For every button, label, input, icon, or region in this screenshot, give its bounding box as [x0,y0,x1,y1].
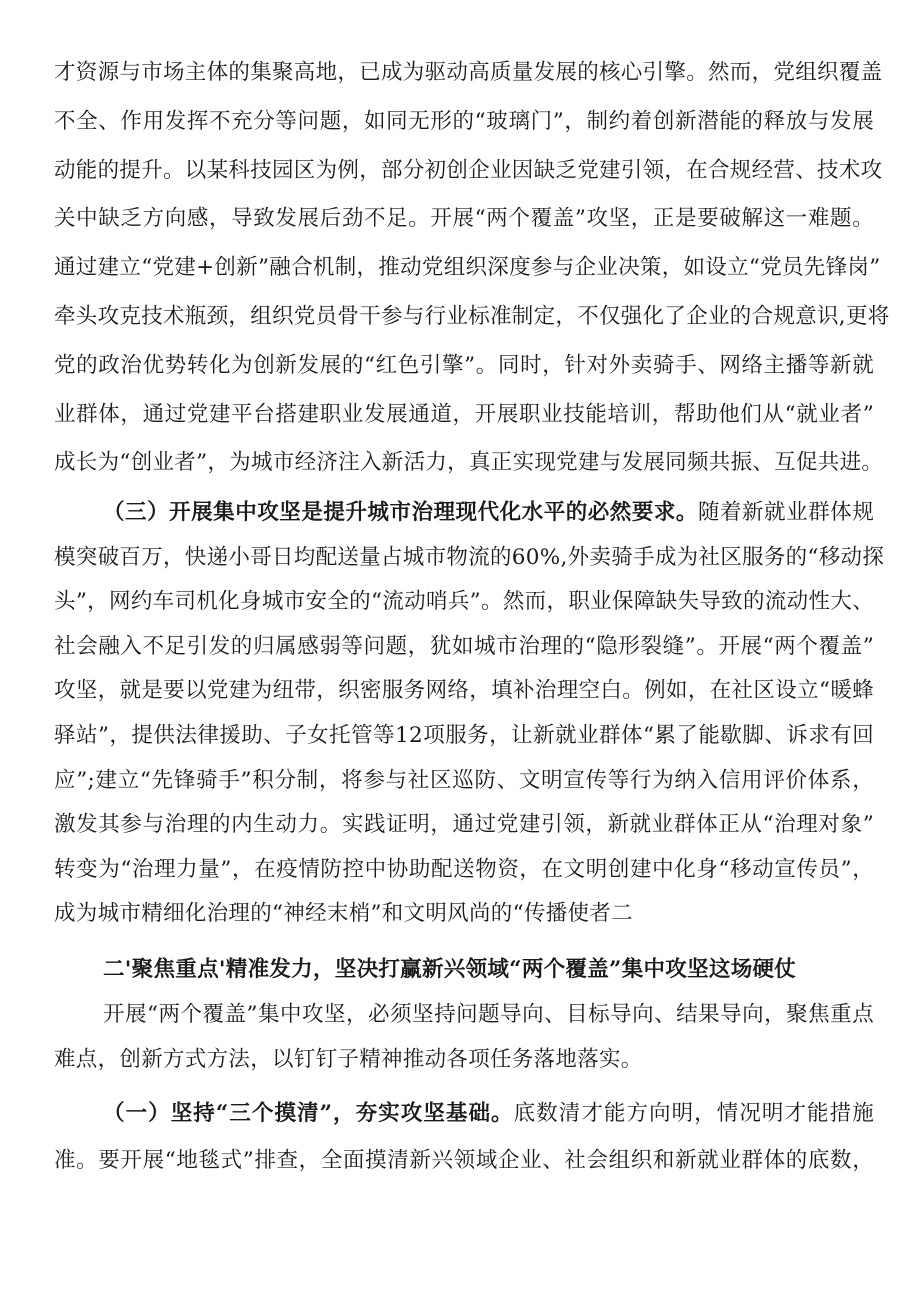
section1-lead: 底数清才能方向明，情况明才能措施 [513,1101,874,1126]
paragraph-line: 转变为“治理力量”，在疫情防控中协助配送物资，在文明创建中化身“移动宣传员”， [54,857,874,882]
paragraph-line: 才资源与市场主体的集聚高地，已成为驱动高质量发展的核心引擎。然而，党组织覆盖 [54,60,883,85]
paragraph-line: 难点，创新方式方法，以钉钉子精神推动各项任务落地落实。 [54,1047,643,1072]
paragraph-line: 驿站”，提供法律援助、子女托管等12项服务，让新就业群体“累了能歇脚、诉求有回 [54,723,874,748]
section1-first-line [103,1099,874,1129]
section3-first-line [103,498,874,528]
paragraph-line: 党的政治优势转化为创新发展的“红色引擎”。同时，针对外卖骑手、网络主播等新就 [54,353,874,378]
paragraph-line: 牵头攻克技术瓶颈，组织党员骨干参与行业标准制定，不仅强化了企业的合规意识,更将 [54,304,890,329]
paragraph-line: 模突破百万，快递小哥日均配送量占城市物流的60%,外卖骑手成为社区服务的“移动探 [54,545,885,570]
paragraph-line: 成为城市精细化治理的“神经末梢”和文明风尚的“传播使者二 [54,901,633,926]
section3-lead: 随着新就业群体规 [697,500,874,525]
paragraph-line: 通过建立“党建+创新”融合机制，推动党组织深度参与企业决策，如设立“党员先锋岗” [54,255,881,280]
paragraph-line: 开展“两个覆盖”集中攻坚，必须坚持问题导向、目标导向、结果导向，聚焦重点 [103,1002,874,1027]
paragraph-line: 头”，网约车司机化身城市安全的“流动哨兵”。然而，职业保障缺失导致的流动性大、 [54,589,874,614]
paragraph-line: 应”;建立“先锋骑手”积分制，将参与社区巡防、文明宣传等行为纳入信用评价体系， [54,768,874,793]
part2-heading: 二'聚焦重点'精准发力，坚决打赢新兴领域“两个覆盖”集中攻坚这场硬仗 [103,957,797,982]
paragraph-line: 准。要开展“地毯式”排查，全面摸清新兴领域企业、社会组织和新就业群体的底数， [54,1148,874,1173]
paragraph-line: 关中缺乏方向感，导致发展后劲不足。开展“两个覆盖”攻坚，正是要破解这一难题。 [54,206,874,231]
paragraph-line: 激发其参与治理的内生动力。实践证明，通过党建引领，新就业群体正从“治理对象” [54,812,874,837]
paragraph-line: 攻坚，就是要以党建为纽带，织密服务网络，填补治理空白。例如，在社区设立“暖蜂 [54,678,874,703]
paragraph-line: 社会融入不足引发的归属感弱等问题，犹如城市治理的“隐形裂缝”。开展“两个覆盖” [54,634,874,659]
section3-heading: （三）开展集中攻坚是提升城市治理现代化水平的必然要求。 [103,500,698,525]
section1-heading: （一）坚持“三个摸清”，夯实攻坚基础。 [103,1101,514,1126]
paragraph-line: 成长为“创业者”，为城市经济注入新活力，真正实现党建与发展同频共振、互促共进。 [54,450,884,475]
paragraph-line: 动能的提升。以某科技园区为例，部分初创企业因缺乏党建引领，在合规经营、技术攻 [54,158,883,183]
paragraph-line: 业群体，通过党建平台搭建职业发展通道，开展职业技能培训，帮助他们从“就业者” [54,402,874,427]
paragraph-line: 不全、作用发挥不充分等问题，如同无形的“玻璃门”，制约着创新潜能的释放与发展 [54,109,874,134]
